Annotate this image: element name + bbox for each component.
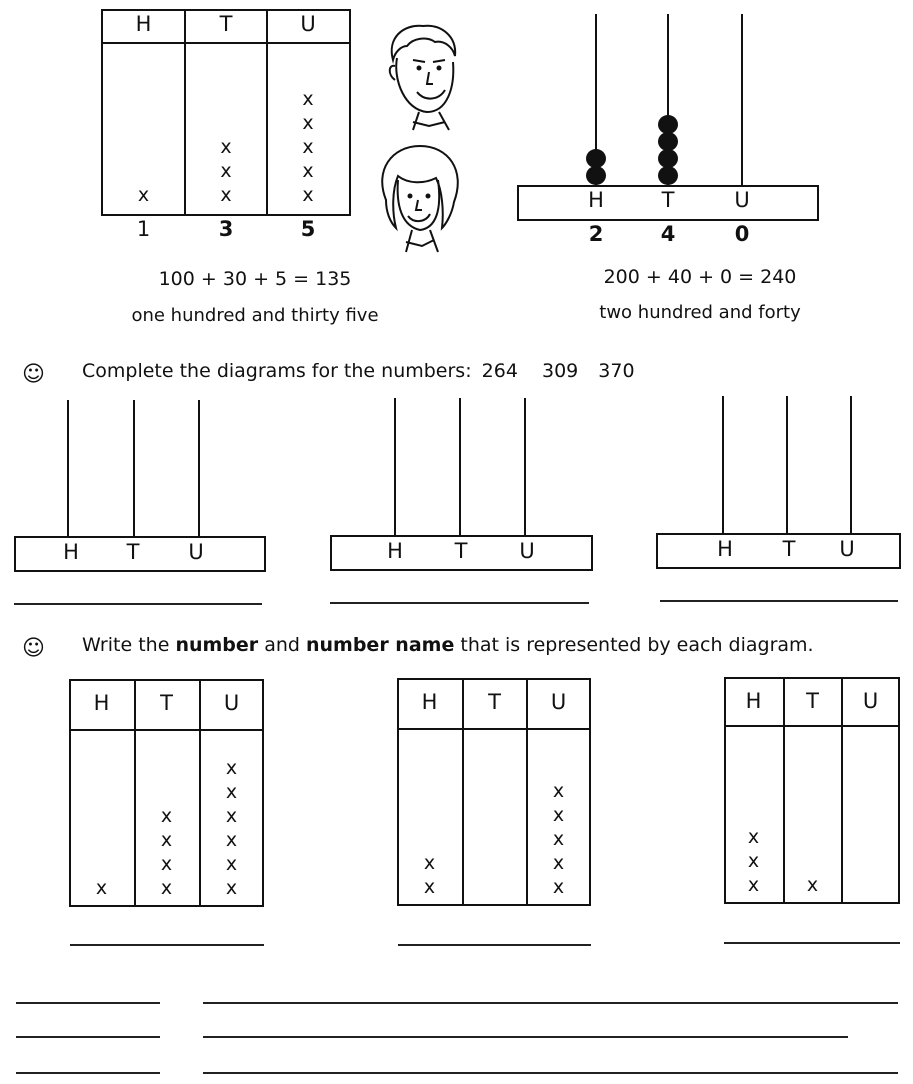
task1-number-2: 309 (541, 360, 579, 382)
task1-instruction: Complete the diagrams for the numbers: (82, 360, 472, 382)
abacus-rod (722, 396, 724, 534)
task2-instruction-part: Write the (82, 634, 176, 656)
task2-instruction-bold: number (175, 634, 259, 656)
smiley-icon: ☺ (22, 636, 45, 661)
htu-table-header: H (421, 690, 438, 714)
abacus-label: U (188, 540, 204, 564)
cross-mark: x (423, 876, 436, 898)
cross-mark: x (160, 805, 173, 827)
cross-mark: x (302, 136, 314, 158)
abacus-number-name: two hundred and forty (599, 302, 801, 323)
abacus-rod (786, 396, 788, 534)
answer-line[interactable] (660, 600, 898, 602)
abacus-label: H (717, 537, 733, 561)
abacus-label: T (782, 537, 796, 561)
example-table-header-u: U (300, 12, 316, 36)
cross-mark: x (160, 877, 173, 899)
name-line-short[interactable] (16, 1036, 160, 1038)
cross-mark: x (423, 852, 436, 874)
cross-mark: x (806, 874, 819, 896)
task2-instruction-part: that is represented by each diagram. (454, 634, 814, 656)
htu-table-header: U (862, 689, 879, 713)
htu-table-header: T (806, 689, 819, 713)
abacus-label: T (454, 539, 468, 563)
cross-mark: x (225, 781, 238, 803)
htu-table-header: T (488, 690, 501, 714)
cross-mark: x (552, 804, 565, 826)
cross-mark: x (552, 828, 565, 850)
example-digit-hundreds: 1 (136, 217, 151, 241)
number-answer-line[interactable] (70, 944, 264, 946)
example-table-header-h: H (135, 12, 152, 36)
abacus-label: U (519, 539, 535, 563)
example-digit-units: 5 (300, 217, 316, 241)
task2-instruction-part: and (258, 634, 306, 656)
abacus-label: H (63, 540, 79, 564)
cross-mark: x (225, 805, 238, 827)
abacus-digit-units: 0 (734, 222, 750, 246)
name-line-long[interactable] (203, 1072, 898, 1074)
abacus-rod (850, 396, 852, 534)
number-answer-line[interactable] (724, 942, 900, 944)
name-line-long[interactable] (203, 1002, 898, 1004)
cross-mark: x (747, 850, 760, 872)
abacus-label: T (126, 540, 140, 564)
htu-table-header-rule (69, 729, 262, 731)
task2-instruction (82, 636, 814, 655)
htu-table-header: U (550, 690, 567, 714)
cross-mark: x (160, 829, 173, 851)
abacus-digit-tens: 4 (660, 222, 676, 246)
smiley-icon: ☺ (22, 362, 45, 387)
cross-mark: x (552, 876, 565, 898)
htu-table-header: H (93, 691, 110, 715)
cross-mark: x (302, 88, 314, 110)
task1-number-1: 264 (481, 360, 518, 382)
number-answer-line[interactable] (398, 944, 591, 946)
example-digit-tens: 3 (218, 217, 234, 241)
cross-mark: x (302, 184, 314, 206)
cross-mark: x (225, 853, 238, 875)
htu-table-header: U (223, 691, 240, 715)
cross-mark: x (302, 160, 314, 182)
abacus-label: H (387, 539, 403, 563)
name-line-short[interactable] (16, 1072, 160, 1074)
task2-instruction-bold: number name (305, 634, 455, 656)
cross-mark: x (747, 826, 760, 848)
example-table-header-t: T (219, 12, 233, 36)
abacus-label-h: H (588, 188, 604, 212)
abacus-label-u: U (734, 188, 750, 212)
cross-mark: x (552, 852, 565, 874)
task1-number-3: 370 (598, 360, 635, 382)
cross-mark: x (137, 184, 150, 206)
htu-table-header-rule (724, 725, 898, 727)
cross-mark: x (220, 160, 232, 182)
cross-mark: x (747, 874, 760, 896)
cross-mark: x (160, 853, 173, 875)
cross-mark: x (95, 877, 108, 899)
cross-mark: x (225, 757, 238, 779)
abacus-label: U (839, 537, 855, 561)
example-table-number-name: one hundred and thirty five (131, 305, 379, 326)
cross-mark: x (302, 112, 314, 134)
htu-table-header: T (160, 691, 173, 715)
cross-mark: x (225, 829, 238, 851)
htu-table-header-rule (397, 728, 589, 730)
name-line-long[interactable] (203, 1036, 848, 1038)
example-table-sum: 100 + 30 + 5 = 135 (158, 268, 352, 290)
cross-mark: x (225, 877, 238, 899)
abacus-sum: 200 + 40 + 0 = 240 (603, 266, 797, 288)
abacus-label-t: T (661, 188, 675, 212)
name-line-short[interactable] (16, 1002, 160, 1004)
cross-mark: x (220, 184, 232, 206)
htu-table-header: H (745, 689, 762, 713)
cross-mark: x (220, 136, 232, 158)
cross-mark: x (552, 780, 565, 802)
abacus-digit-hundreds: 2 (588, 222, 604, 246)
